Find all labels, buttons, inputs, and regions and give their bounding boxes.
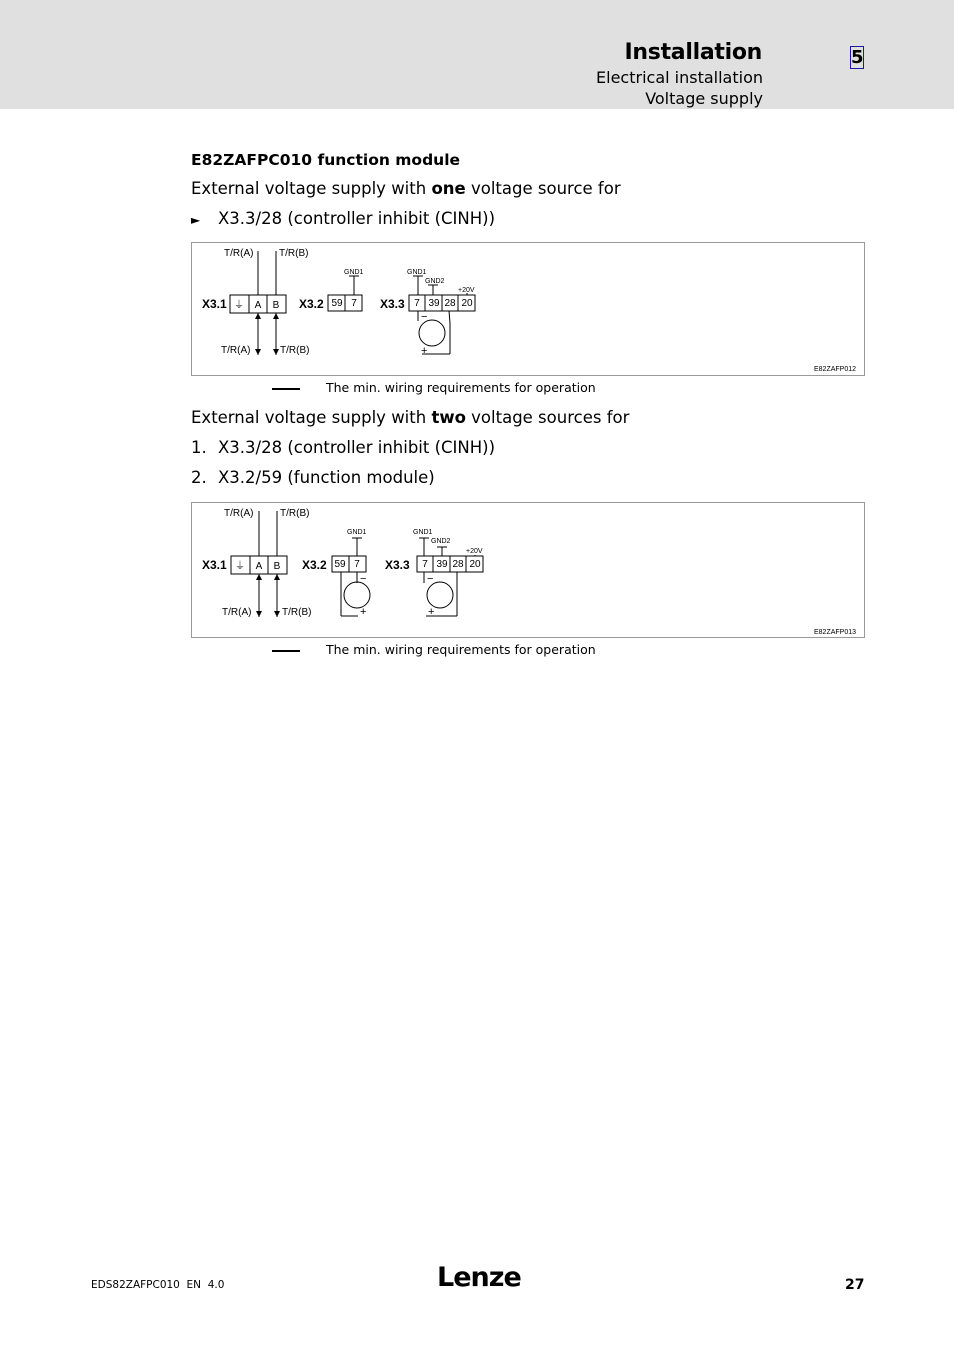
bullet-marker-icon: ► xyxy=(191,213,201,227)
intro-emphasis: one xyxy=(431,179,466,198)
wiring-diagram-two-sources xyxy=(191,502,865,638)
document-id: EDS82ZAFPC010 EN 4.0 xyxy=(91,1279,225,1291)
pin-59: 59 xyxy=(331,298,343,309)
pin-39: 39 xyxy=(428,298,440,309)
legend-line-sample xyxy=(272,650,300,652)
pin-a: A xyxy=(254,300,262,311)
header-band xyxy=(0,0,954,109)
minus-sign: − xyxy=(360,573,367,585)
plus-sign: + xyxy=(428,606,435,618)
label-gnd1: GND1 xyxy=(407,269,427,276)
label-x32: X3.2 xyxy=(299,297,324,311)
ground-icon: ⏚ xyxy=(234,300,244,311)
item-text: X3.3/28 (controller inhibit (CINH)) xyxy=(218,438,496,457)
intro-text-end: voltage source for xyxy=(465,179,621,198)
label-tr-a-bottom: T/R(A) xyxy=(221,345,251,356)
label-gnd1: GND1 xyxy=(344,269,364,276)
minus-sign: − xyxy=(421,311,428,323)
label-tr-b-bottom: T/R(B) xyxy=(280,345,310,356)
pin-b: B xyxy=(273,561,281,572)
plus-sign: + xyxy=(360,606,367,618)
item-number: 1. xyxy=(191,438,207,457)
pin-28: 28 xyxy=(452,559,464,570)
legend-text: The min. wiring requirements for operation xyxy=(326,642,596,657)
legend-line-sample xyxy=(272,388,300,390)
label-tr-a-top: T/R(A) xyxy=(224,508,254,519)
numbered-item xyxy=(191,438,495,457)
label-tr-a-top: T/R(A) xyxy=(224,248,254,259)
module-title: E82ZAFPC010 function module xyxy=(191,151,461,169)
pin-39: 39 xyxy=(436,559,448,570)
pin-b: B xyxy=(272,300,280,311)
label-gnd1: GND1 xyxy=(347,529,367,536)
label-gnd1: GND1 xyxy=(413,529,433,536)
pin-a: A xyxy=(255,561,263,572)
pin-7: 7 xyxy=(414,298,420,309)
item-text: X3.2/59 (function module) xyxy=(218,468,435,487)
chapter-number: 5 xyxy=(851,47,864,68)
pin-7: 7 xyxy=(354,559,360,570)
pin-28: 28 xyxy=(444,298,456,309)
plus-sign: + xyxy=(421,345,428,357)
intro-text: External voltage supply with xyxy=(191,179,432,198)
label-x31: X3.1 xyxy=(202,558,227,572)
label-gnd2: GND2 xyxy=(425,278,445,285)
ground-icon: ⏚ xyxy=(235,561,245,572)
subsection-heading: Voltage supply xyxy=(645,89,763,108)
wiring-diagram-svg xyxy=(192,503,864,637)
one-source-intro xyxy=(191,179,621,198)
label-tr-b-top: T/R(B) xyxy=(279,248,309,259)
two-sources-intro xyxy=(191,408,629,427)
pin-7: 7 xyxy=(351,298,357,309)
label-tr-a-bottom: T/R(A) xyxy=(222,607,252,618)
figure-code: E82ZAFP012 xyxy=(814,366,857,373)
intro-text-end: voltage sources for xyxy=(465,408,630,427)
label-gnd2: GND2 xyxy=(431,538,451,545)
section-heading: Electrical installation xyxy=(596,68,763,87)
bullet-text: X3.3/28 (controller inhibit (CINH)) xyxy=(218,209,496,228)
label-x33: X3.3 xyxy=(380,297,405,311)
label-20v: +20V xyxy=(466,548,483,555)
label-20v: +20V xyxy=(458,287,475,294)
label-x32: X3.2 xyxy=(302,558,327,572)
legend-text: The min. wiring requirements for operation xyxy=(326,380,596,395)
wiring-diagram-one-source xyxy=(191,242,865,376)
pin-20: 20 xyxy=(469,559,481,570)
bullet-item xyxy=(191,209,495,228)
intro-text: External voltage supply with xyxy=(191,408,432,427)
page-number: 27 xyxy=(845,1277,865,1293)
chapter-title: Installation xyxy=(624,40,762,65)
label-x33: X3.3 xyxy=(385,558,410,572)
pin-59: 59 xyxy=(334,559,346,570)
label-tr-b-top: T/R(B) xyxy=(280,508,310,519)
figure-code: E82ZAFP013 xyxy=(814,629,857,636)
intro-emphasis: two xyxy=(431,408,466,427)
wiring-diagram-svg xyxy=(192,243,864,375)
pin-7: 7 xyxy=(422,559,428,570)
lenze-logo: Lenze xyxy=(437,1262,521,1293)
label-tr-b-bottom: T/R(B) xyxy=(282,607,312,618)
label-x31: X3.1 xyxy=(202,297,227,311)
item-number: 2. xyxy=(191,468,207,487)
pin-20: 20 xyxy=(461,298,473,309)
numbered-item xyxy=(191,468,435,487)
minus-sign: − xyxy=(427,573,434,585)
